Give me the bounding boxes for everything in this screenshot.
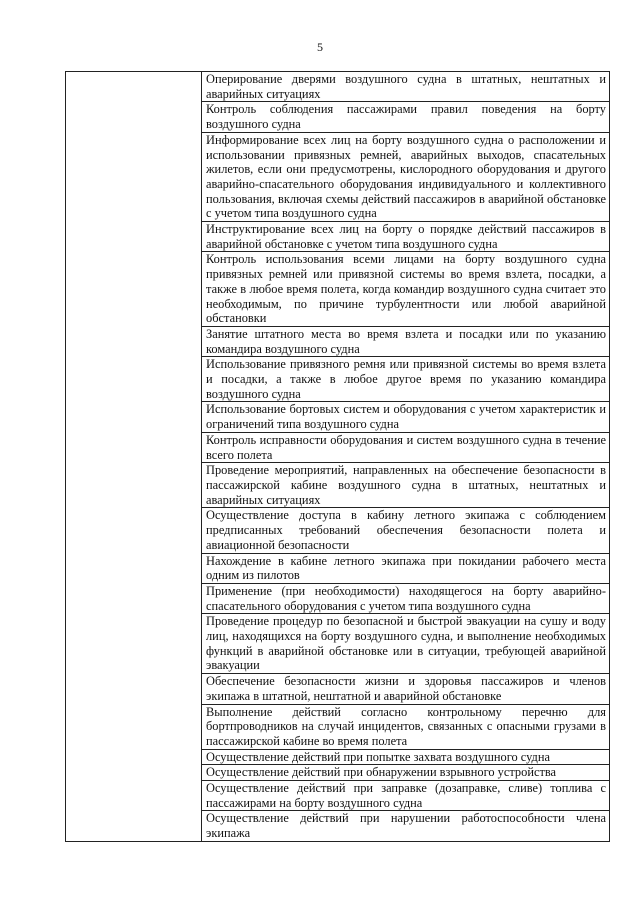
- labor-functions-table: [65, 71, 610, 842]
- table-cell: Осуществление действий при попытке захвата воздушного судна: [202, 749, 610, 765]
- table-cell: Использование привязного ремня или привязной системы во время взлета и посадки, а также в любое другое время по указанию командира воздушного судна: [202, 357, 610, 402]
- table-cell: Занятие штатного места во время взлета и посадки или по указанию командира воздушного судна: [202, 326, 610, 356]
- table-cell: Использование бортовых систем и оборудования с учетом характеристик и ограничений типа воздушного судна: [202, 402, 610, 432]
- table-cell: Обеспечение безопасности жизни и здоровья пассажиров и членов экипажа в штатной, нештатной и аварийной обстановке: [202, 674, 610, 704]
- table-cell: Осуществление доступа в кабину летного экипажа с соблюдением предписанных требований обеспечения безопасности полета и авиационной безопасности: [202, 508, 610, 553]
- table-cell: Контроль исправности оборудования и систем воздушного судна в течение всего полета: [202, 432, 610, 462]
- table-cell: Проведение процедур по безопасной и быстрой эвакуации на сушу и воду лиц, находящихся на борту воздушного судна, и выполнение необходимых функций в аварийной обстановке или в ситуации, требующей аварийной эвакуации: [202, 614, 610, 674]
- table-cell: Информирование всех лиц на борту воздушного судна о расположении и использовании привязных ремней, аварийных выходов, спасательных жилетов, если они предусмотрены, кислородного оборудования и другого аварийно-спасательного оборудования индивидуального и коллективного пользования, включая схемы действий пассажиров в аварийной обстановке с учетом типа воздушного судна: [202, 132, 610, 221]
- table-cell: Инструктирование всех лиц на борту о порядке действий пассажиров в аварийной обстановке с учетом типа воздушного судна: [202, 222, 610, 252]
- table-row: [66, 72, 610, 102]
- empty-left-column: [66, 72, 202, 842]
- table-body: [66, 72, 610, 842]
- page-number: 5: [317, 40, 323, 54]
- table-cell: Выполнение действий согласно контрольному перечню для бортпроводников на случай инцидентов, связанных с опасными грузами в пассажирской кабине во время полета: [202, 704, 610, 749]
- table-cell: Осуществление действий при нарушении работоспособности члена экипажа: [202, 811, 610, 841]
- table-cell: Осуществление действий при обнаружении взрывного устройства: [202, 765, 610, 781]
- table-cell: Проведение мероприятий, направленных на обеспечение безопасности в пассажирской кабине воздушного судна в штатных, нештатных и аварийных ситуациях: [202, 463, 610, 508]
- table-cell: Применение (при необходимости) находящегося на борту аварийно-спасательного оборудования с учетом типа воздушного судна: [202, 583, 610, 613]
- table-cell: Осуществление действий при заправке (дозаправке, сливе) топлива с пассажирами на борту воздушного судна: [202, 781, 610, 811]
- table-cell: Нахождение в кабине летного экипажа при покидании рабочего места одним из пилотов: [202, 553, 610, 583]
- table-cell: Оперирование дверями воздушного судна в штатных, нештатных и аварийных ситуациях: [202, 72, 610, 102]
- table-cell: Контроль соблюдения пассажирами правил поведения на борту воздушного судна: [202, 102, 610, 132]
- table-cell: Контроль использования всеми лицами на борту воздушного судна привязных ремней или привязной системы во время взлета, посадки, а также в любое время полета, когда командир воздушного судна считает это необходимым, по причине турбулентности или любой аварийной обстановки: [202, 252, 610, 327]
